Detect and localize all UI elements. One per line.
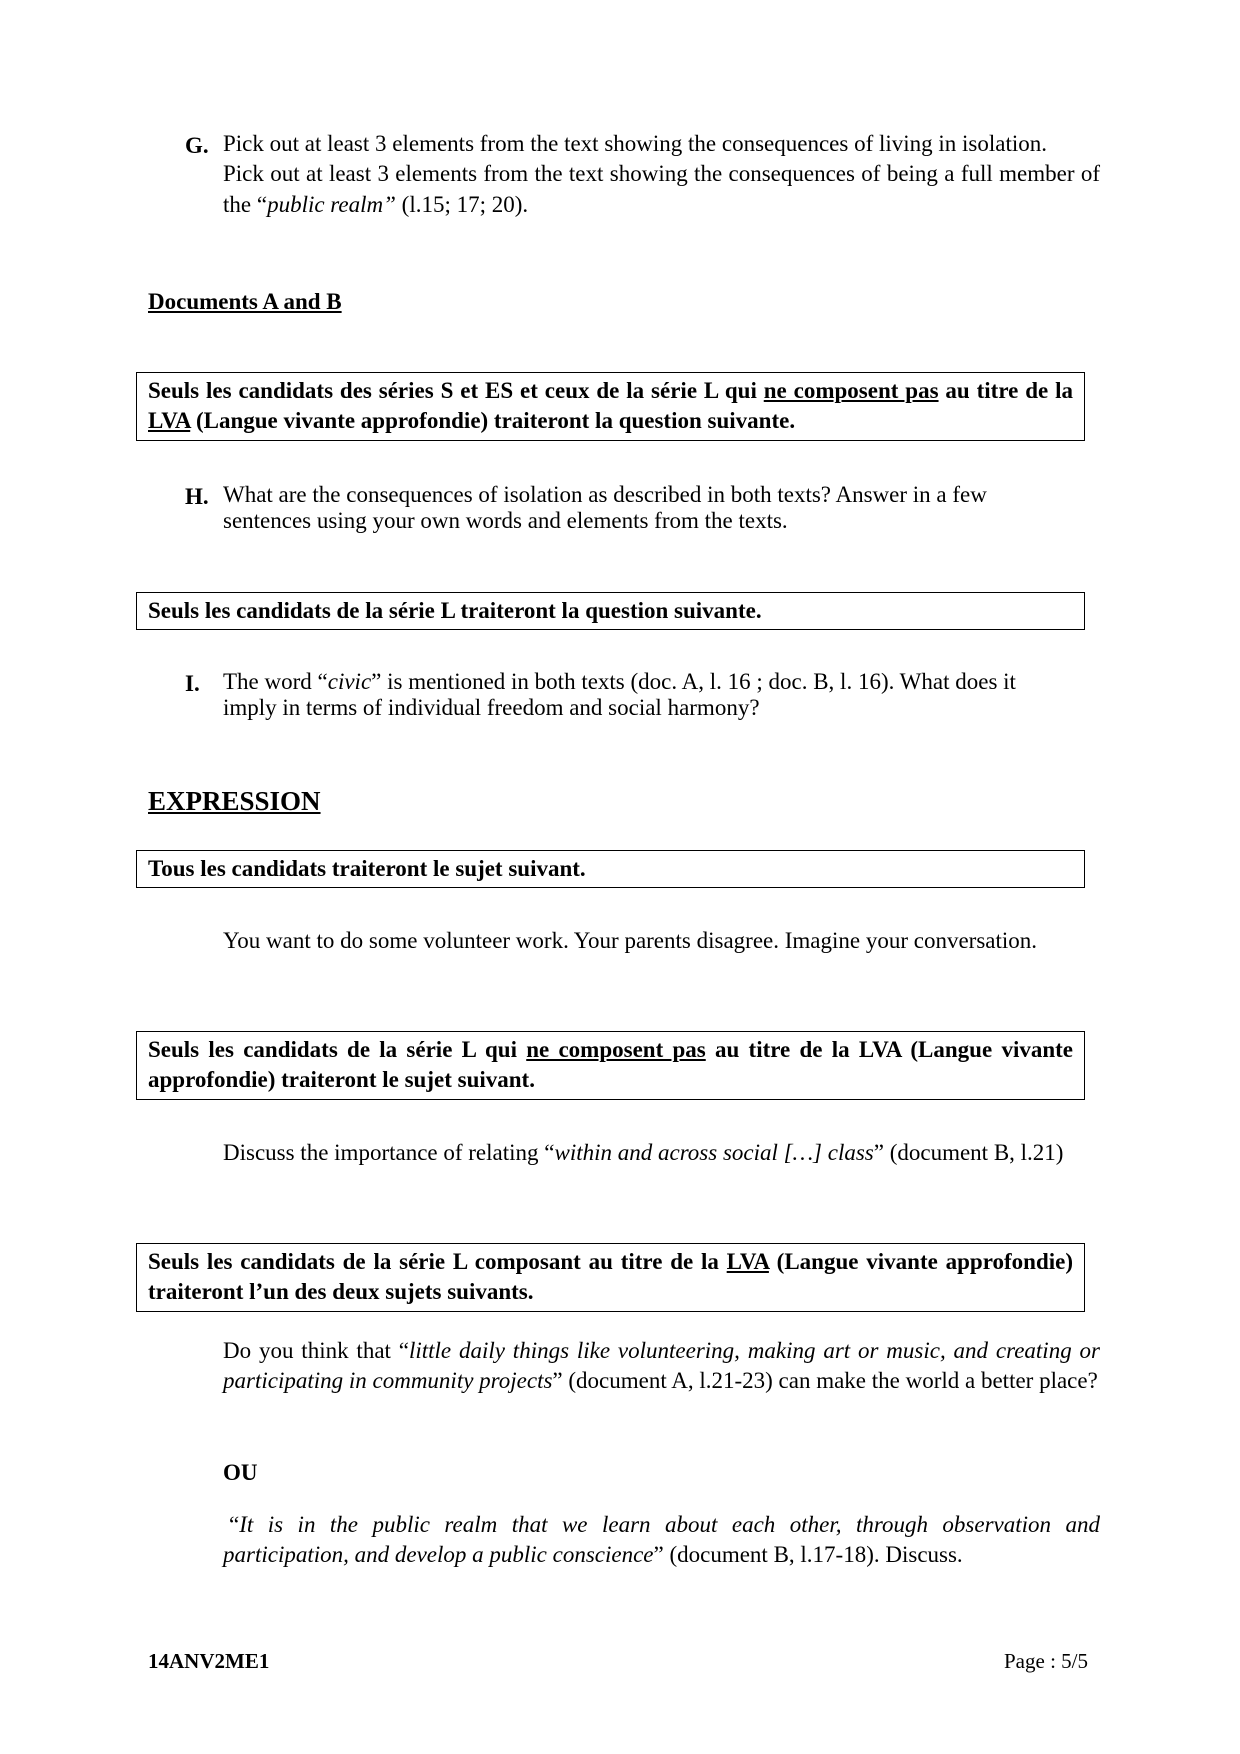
- footer-code: 14ANV2ME1: [148, 1649, 270, 1673]
- instruction-box-l-non-lva: Seuls les candidats de la série L qui ne composent pas au titre de la LVA (Langue vivante approfondie) traiteront le sujet suivant.: [136, 1031, 1085, 1100]
- instruction-box-all: Tous les candidats traiteront le sujet suivant.: [136, 850, 1085, 888]
- question-g: [185, 131, 1100, 220]
- question-g-line2: Pick out at least 3 elements from the text showing the consequences of being a full member of the “public realm” (l.15; 17; 20).: [223, 161, 1100, 217]
- question-g-line1: Pick out at least 3 elements from the text showing the consequences of living in isolation.: [223, 131, 1048, 156]
- instruction-box-i: Seuls les candidats de la série L traiteront la question suivante.: [136, 592, 1085, 630]
- question-h-label: H.: [185, 484, 209, 509]
- footer-page-number: Page : 5/5: [1004, 1649, 1088, 1673]
- question-h-text: What are the consequences of isolation as described in both texts? Answer in a few sentences using your own words and elements from the texts.: [223, 482, 987, 534]
- question-h: [185, 482, 1065, 535]
- subject-all: You want to do some volunteer work. Your parents disagree. Imagine your conversation.: [223, 928, 1038, 953]
- documents-heading: Documents A and B: [148, 289, 342, 314]
- subject-lva-1: Do you think that “little daily things like volunteering, making art or music, and creating or participating in community projects” (document A, l.21-23) can make the world a better place?: [223, 1338, 1100, 1394]
- question-g-label: G.: [185, 133, 209, 158]
- question-i-label: I.: [185, 671, 200, 696]
- expression-heading: EXPRESSION: [148, 786, 321, 816]
- subject-l-non-lva: Discuss the importance of relating “within and across social […] class” (document B, l.21): [223, 1140, 1064, 1165]
- subject-lva-2: “It is in the public realm that we learn about each other, through observation and participation, and develop a public conscience” (document B, l.17-18). Discuss.: [223, 1512, 1100, 1568]
- instruction-box-l-lva: Seuls les candidats de la série L composant au titre de la LVA (Langue vivante approfondie) traiteront l’un des deux sujets suivants.: [136, 1243, 1085, 1312]
- instruction-box-h: Seuls les candidats des séries S et ES et ceux de la série L qui ne composent pas au titre de la LVA (Langue vivante approfondie) traiteront la question suivante.: [136, 372, 1085, 441]
- or-separator: OU: [223, 1460, 258, 1485]
- question-i-text: The word “civic” is mentioned in both texts (doc. A, l. 16 ; doc. B, l. 16). What does it imply in terms of individual freedom and social harmony?: [223, 669, 1016, 721]
- question-i: [185, 669, 1065, 722]
